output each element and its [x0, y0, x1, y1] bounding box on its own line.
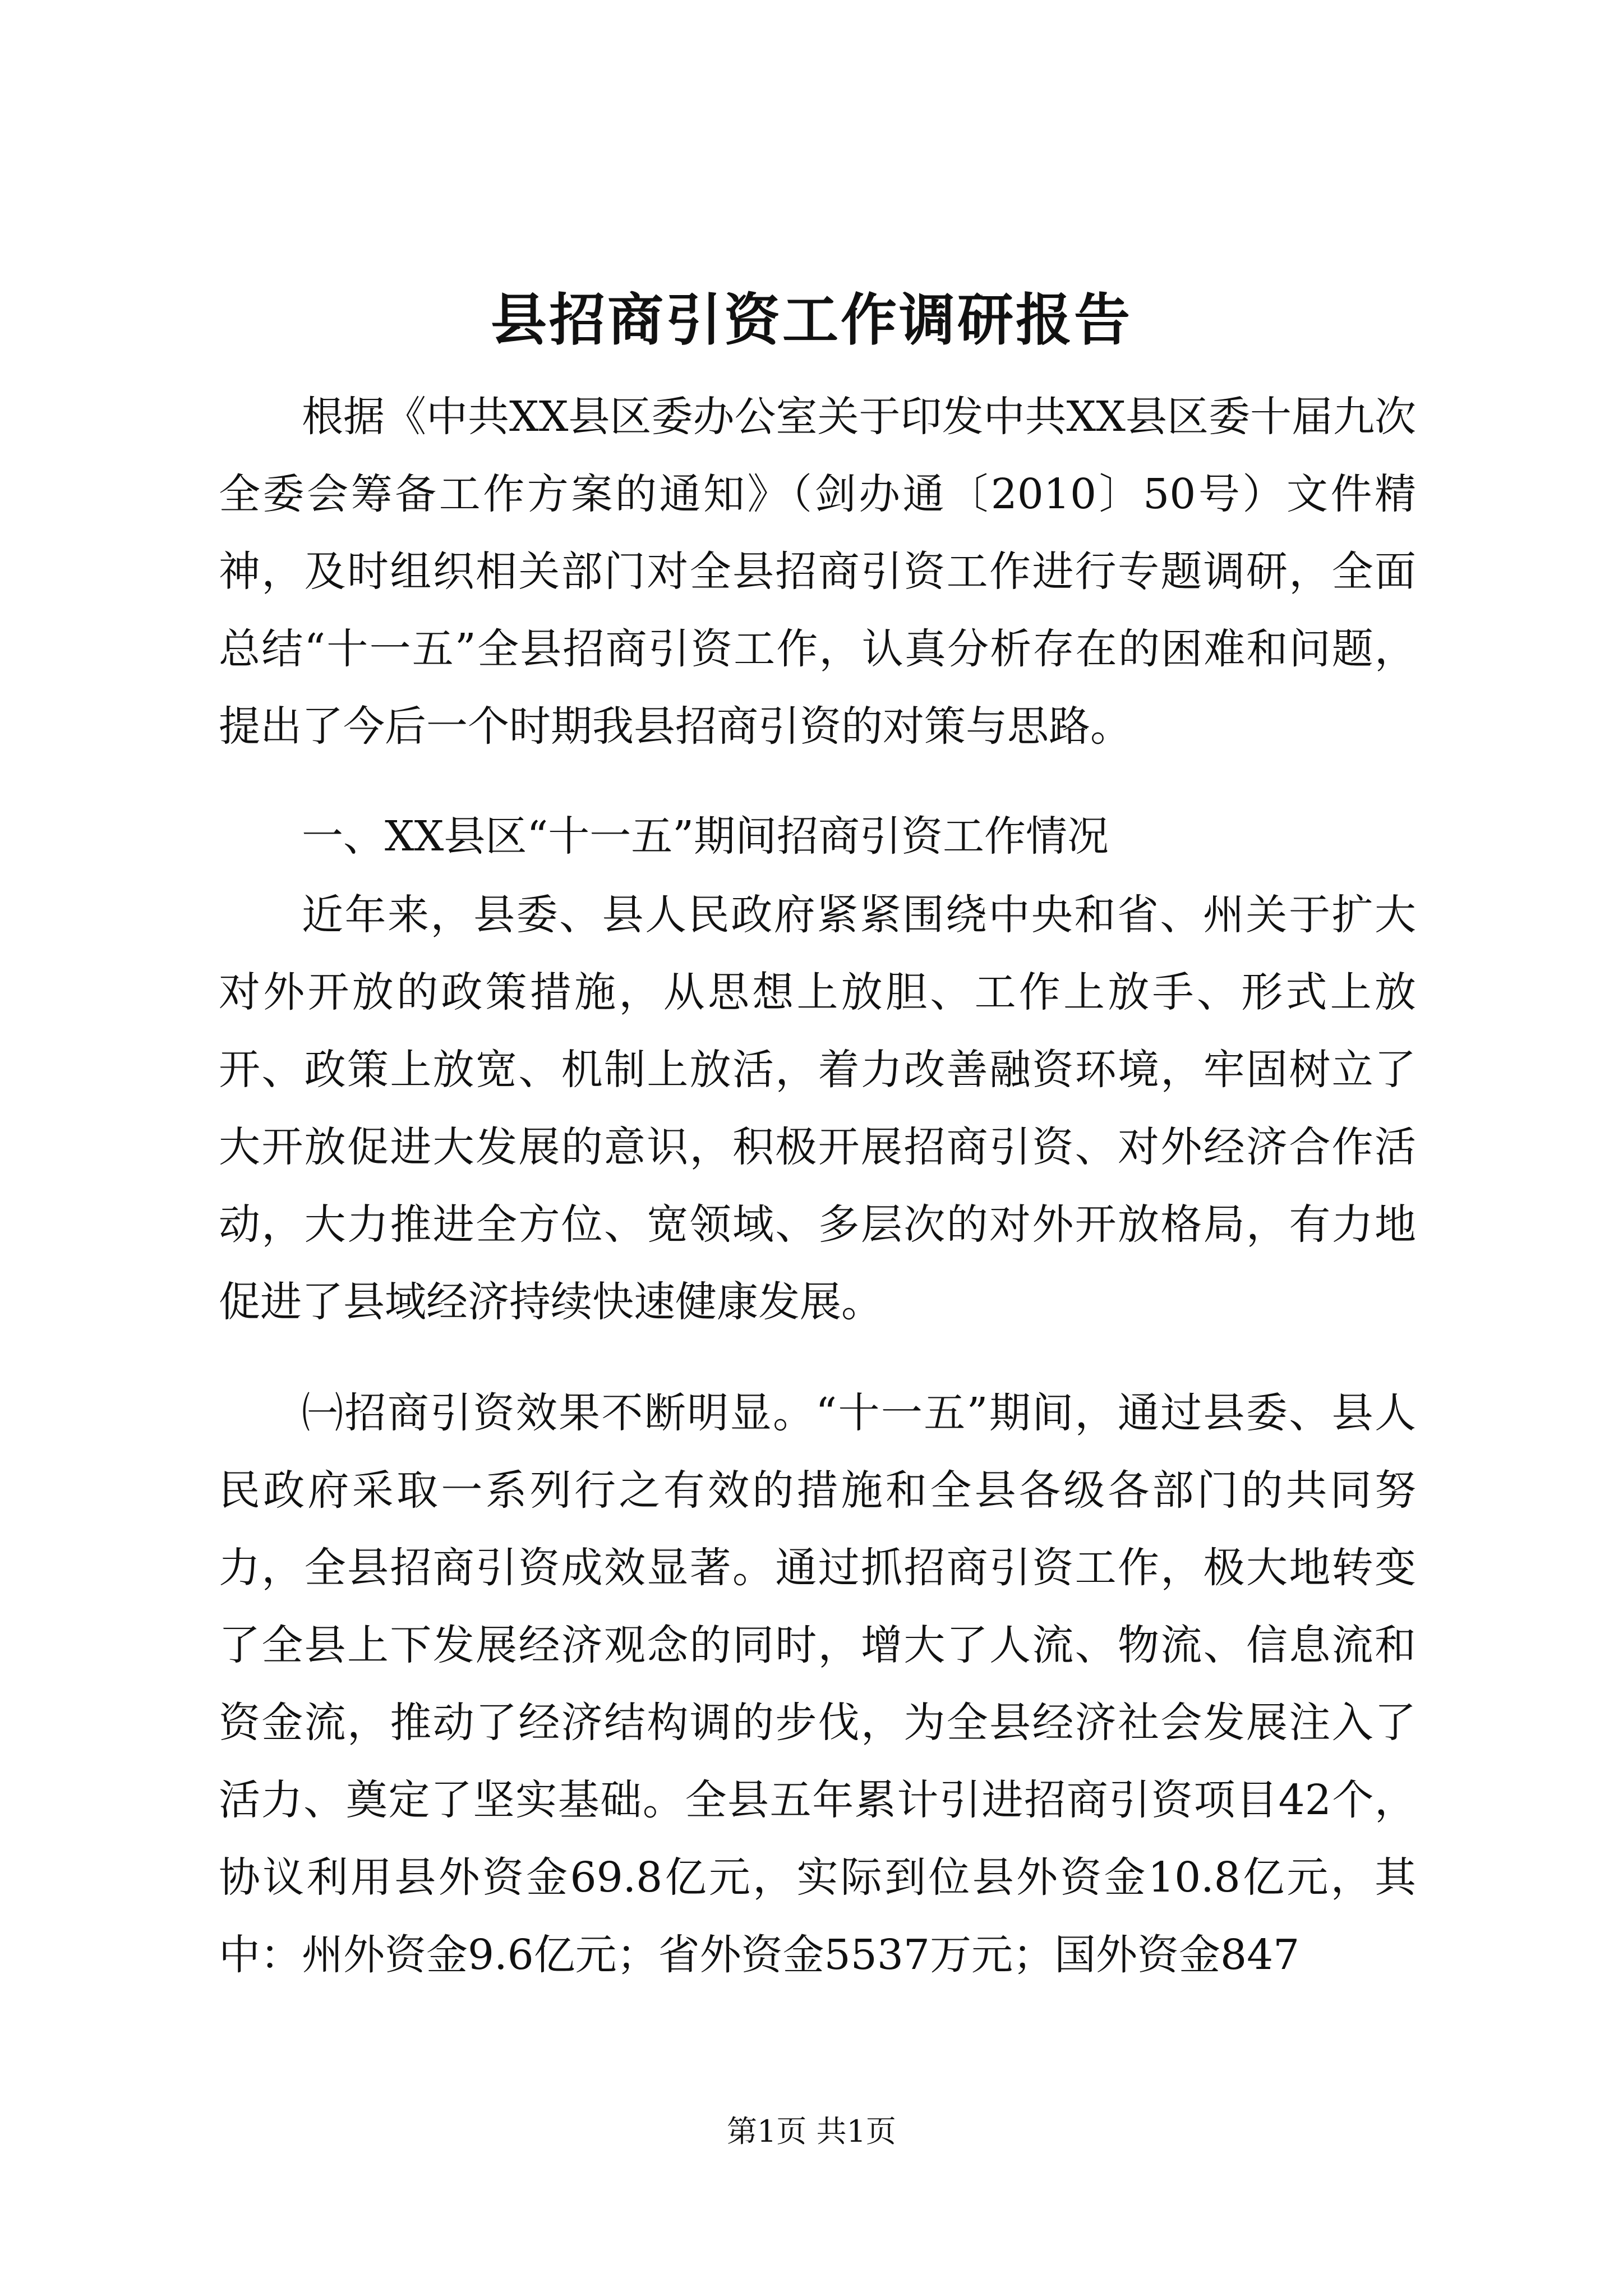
paragraph-intro: 根据《中共XX县区委办公室关于印发中共XX县区委十届九次全委会筹备工作方案的通知》（剑办通〔2010〕50号）文件精神，及时组织相关部门对全县招商引资工作进行专题调研，全面总结“十一五”全县招商引资工作，认真分析存在的困难和问题，提出了今后一个时期我县招商引资的对策与思路。 — [219, 393, 1416, 751]
page-number-footer: 第1页 共1页 — [727, 2114, 896, 2149]
section-heading-1: 一、XX县区“十一五”期间招商引资工作情况 — [302, 812, 1109, 861]
document-title: 县招商引资工作调研报告 — [491, 287, 1132, 353]
paragraph-overview: 近年来，县委、县人民政府紧紧围绕中央和省、州关于扩大对外开放的政策措施，从思想上放胆、工作上放手、形式上放开、政策上放宽、机制上放活，着力改善融资环境，牢固树立了大开放促进大发展的意识，积极开展招商引资、对外经济合作活动，大力推进全方位、宽领域、多层次的对外开放格局，有力地促进了县域经济持续快速健康发展。 — [219, 891, 1416, 1326]
paragraph-results: ㈠招商引资效果不断明显。“十一五”期间，通过县委、县人民政府采取一系列行之有效的措施和全县各级各部门的共同努力，全县招商引资成效显著。通过抓招商引资工作，极大地转变了全县上下发展经济观念的同时，增大了人流、物流、信息流和资金流，推动了经济结构调的步伐，为全县经济社会发展注入了活力、奠定了坚实基础。全县五年累计引进招商引资项目42个，协议利用县外资金69.8亿元，实际到位县外资金10.8亿元，其中：州外资金9.6亿元；省外资金5537万元；国外资金847 — [219, 1389, 1416, 1979]
